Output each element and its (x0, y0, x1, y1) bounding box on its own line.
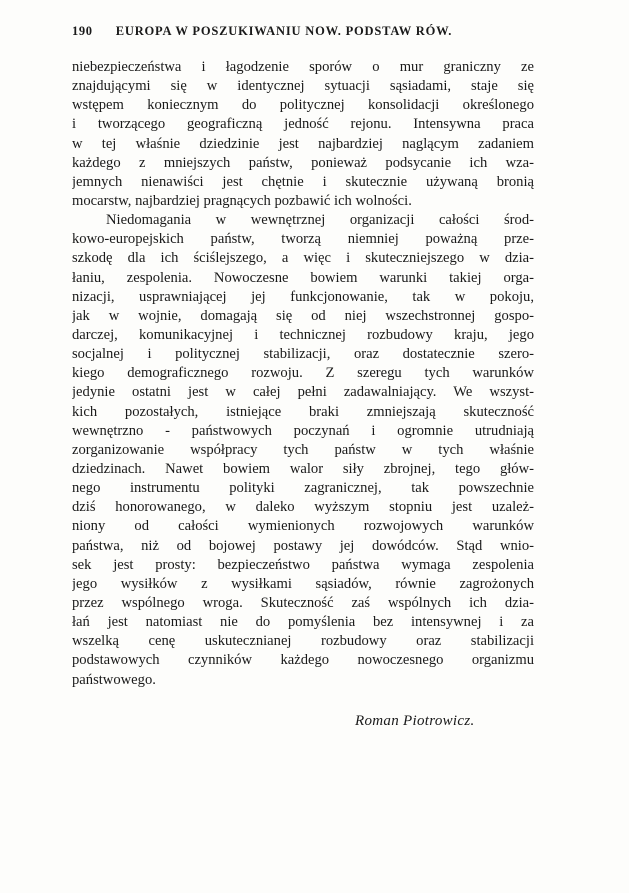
text-line: szkodę dla ich ściślejszego, a więc i skuteczniejszego w dzia- (72, 250, 534, 267)
text-line: jemnych nienawiści jest chętnie i skutecznie używaną bronią (72, 173, 534, 190)
body-text (72, 58, 534, 690)
text-line: jego wysiłków z wysiłkami sąsiadów, równie zagrożonych (72, 575, 534, 592)
text-line: podstawowych czynników każdego nowoczesnego organizmu (72, 652, 534, 669)
text-line: kiego demograficznego rozwoju. Z szeregu tych warunków (72, 365, 534, 382)
text-line: nego instrumentu polityki zagranicznej, tak powszechnie (72, 480, 534, 497)
text-line: znajdującymi się w identycznej sytuacji sąsiadami, staje się (72, 78, 534, 95)
text-line: socjalnej i politycznej stabilizacji, oraz dostatecznie szero- (72, 346, 534, 363)
text-line: nizacji, usprawniającej jej funkcjonowanie, tak w pokoju, (72, 288, 534, 305)
text-line: łań jest natomiast nie do pomyślenia bez intensywnej i za (72, 614, 534, 631)
page-number: 190 (72, 24, 93, 38)
paragraph-2 (72, 211, 534, 690)
text-line: darczej, komunikacyjnej i technicznej rozbudowy kraju, jego (72, 326, 534, 343)
text-line: wewnętrzno - państwowych poczynań i ogromnie utrudniają (72, 422, 534, 439)
running-title: EUROPA W POSZUKIWANIU NOW. PODSTAW RÓW. (115, 24, 453, 38)
text-line: przez wspólnego wroga. Skuteczność zaś wspólnych ich dzia- (72, 594, 534, 611)
text-line: państwa, niż od bojowej postawy jej dowódców. Stąd wnio- (72, 537, 534, 554)
paragraph-1 (72, 58, 534, 211)
text-line: państwowego. (72, 671, 156, 688)
text-line: zorganizowanie współpracy tych państw w tych właśnie (72, 441, 534, 458)
author-signature: Roman Piotrowicz. (355, 713, 475, 729)
text-line: łaniu, zespolenia. Nowoczesne bowiem warunki takiej orga- (72, 269, 534, 286)
text-line: dziedzinach. Nawet bowiem walor siły zbrojnej, tego głów- (72, 460, 534, 477)
text-line: dziś honorowanego, w daleko wyższym stopniu jest uzależ- (72, 499, 534, 516)
text-line: w tej właśnie dziedzinie jest najbardziej naglącym zadaniem (72, 135, 534, 152)
text-line: jak w wojnie, domagają się od niej wszechstronnej gospo- (72, 307, 534, 324)
text-line: każdego z mniejszych państw, ponieważ podsycanie ich wza- (72, 154, 534, 171)
text-line: jedynie ostatni jest w całej pełni zadawalniający. We wszyst- (72, 384, 534, 401)
running-head (72, 24, 542, 39)
text-line: mocarstw, najbardziej pragnących pozbawić ich wolności. (72, 192, 412, 209)
text-line: sek jest prosty: bezpieczeństwo państwa wymaga zespolenia (72, 556, 534, 573)
text-line: Niedomagania w wewnętrznej organizacji całości środ- (106, 212, 534, 229)
text-line: wszelką cenę uskutecznianej rozbudowy oraz stabilizacji (72, 633, 534, 650)
text-line: i tworzącego geograficzną jedność rejonu. Intensywna praca (72, 116, 534, 133)
text-line: kich pozostałych, istniejące braki zmniejszają skuteczność (72, 403, 534, 420)
text-line: kowo-europejskich państw, tworzą niemniej poważną prze- (72, 231, 534, 248)
text-line: niony od całości wymienionych rozwojowych warunków (72, 518, 534, 535)
text-line: wstępem koniecznym do politycznej konsolidacji określonego (72, 97, 534, 114)
text-line: niebezpieczeństwa i łagodzenie sporów o mur graniczny ze (72, 59, 534, 75)
